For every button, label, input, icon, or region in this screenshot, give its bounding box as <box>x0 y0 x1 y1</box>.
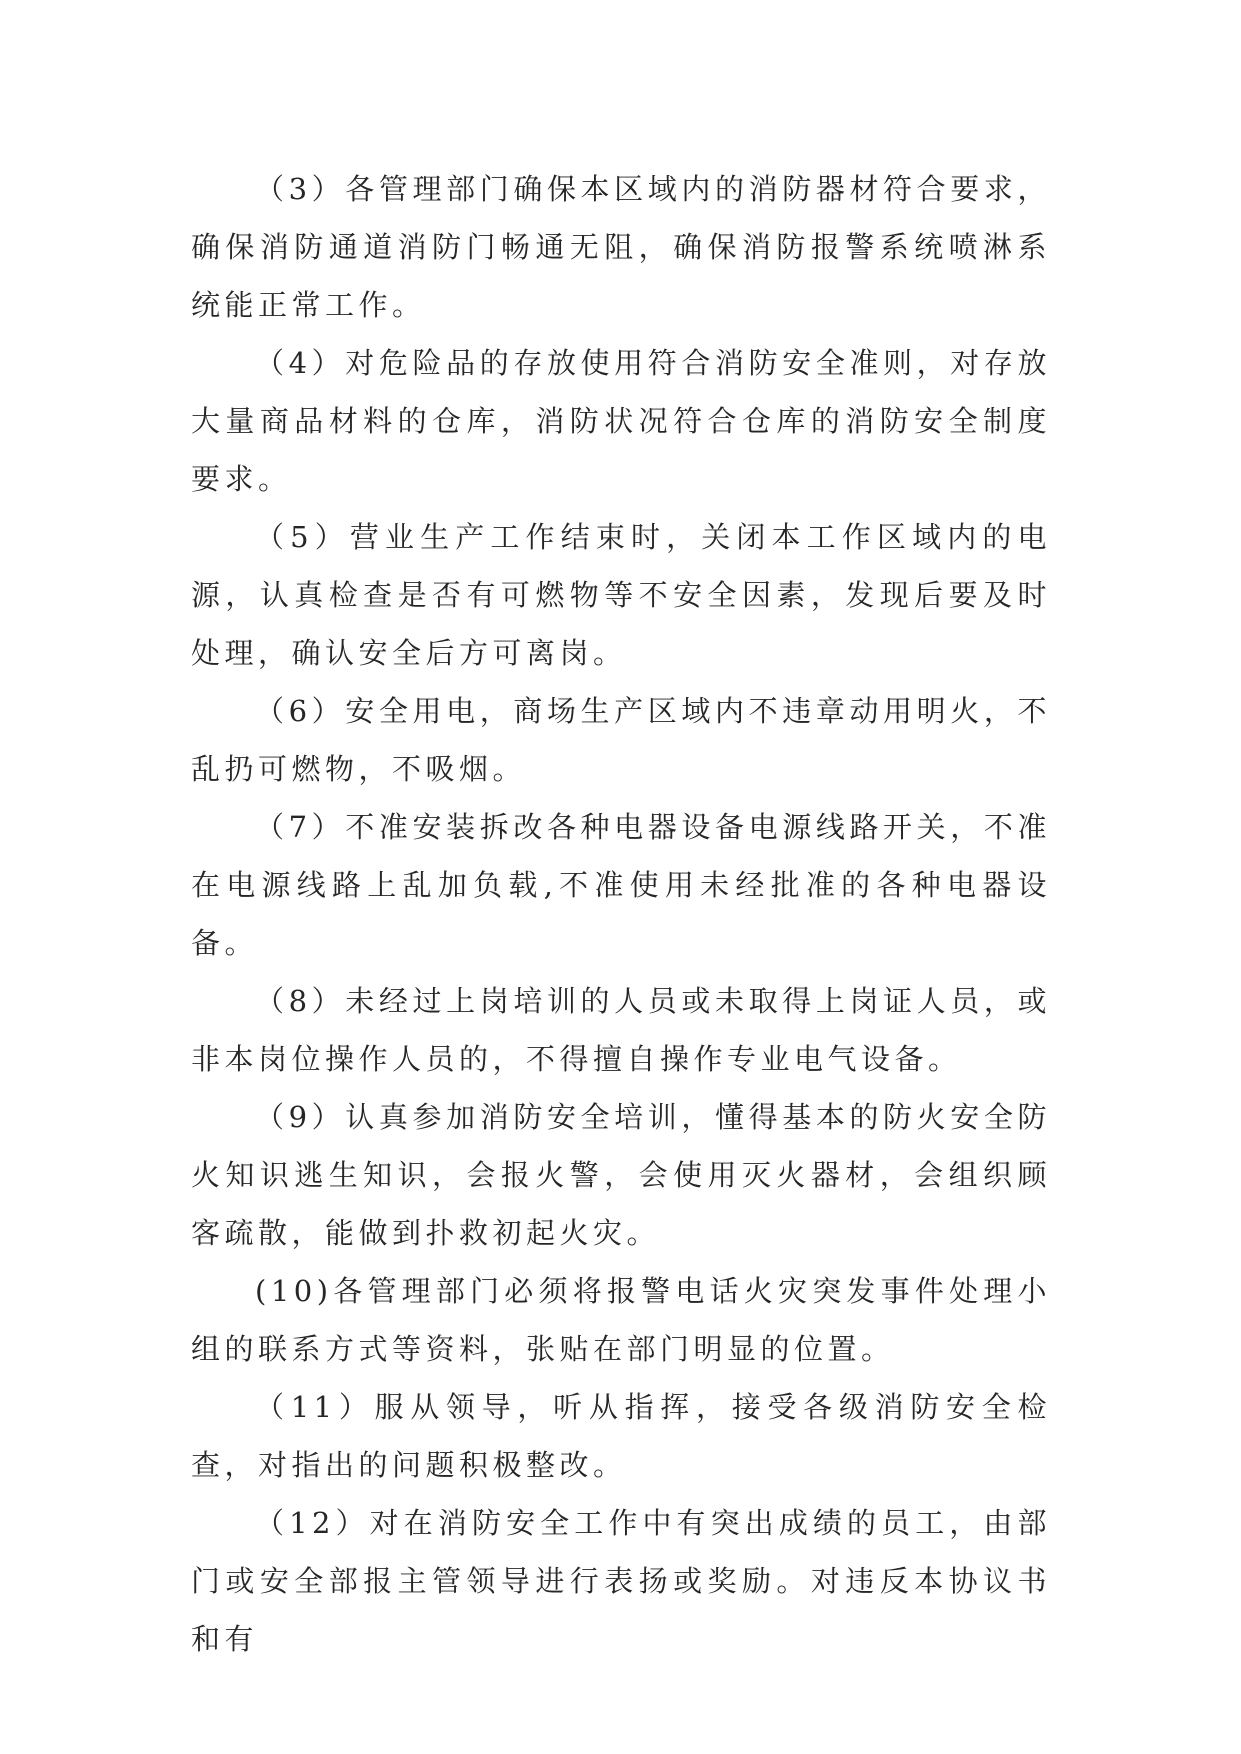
paragraph-7: （7）不准安装拆改各种电器设备电源线路开关，不准在电源线路上乱加负载,不准使用未经批准的各种电器设备。 <box>191 810 1051 960</box>
document-body <box>191 160 1051 1668</box>
paragraph-8: （8）未经过上岗培训的人员或未取得上岗证人员，或非本岗位操作人员的，不得擅自操作专业电气设备。 <box>191 984 1051 1076</box>
paragraph-11: （11）服从领导，听从指挥，接受各级消防安全检查，对指出的问题积极整改。 <box>191 1390 1051 1482</box>
paragraph-9: （9）认真参加消防安全培训，懂得基本的防火安全防火知识逃生知识，会报火警，会使用灭火器材，会组织顾客疏散，能做到扑救初起火灾。 <box>191 1100 1051 1250</box>
paragraph-3: （3）各管理部门确保本区域内的消防器材符合要求，确保消防通道消防门畅通无阻，确保消防报警系统喷淋系统能正常工作。 <box>191 172 1051 322</box>
paragraph-6: （6）安全用电，商场生产区域内不违章动用明火，不乱扔可燃物，不吸烟。 <box>191 694 1051 786</box>
paragraph-5: （5）营业生产工作结束时，关闭本工作区域内的电源，认真检查是否有可燃物等不安全因素，发现后要及时处理，确认安全后方可离岗。 <box>191 520 1051 670</box>
paragraph-10: (10)各管理部门必须将报警电话火灾突发事件处理小组的联系方式等资料，张贴在部门明显的位置。 <box>191 1274 1051 1366</box>
paragraph-12: （12）对在消防安全工作中有突出成绩的员工，由部门或安全部报主管领导进行表扬或奖励。对违反本协议书和有 <box>191 1506 1051 1656</box>
paragraph-4: （4）对危险品的存放使用符合消防安全准则，对存放大量商品材料的仓库，消防状况符合仓库的消防安全制度要求。 <box>191 346 1051 496</box>
